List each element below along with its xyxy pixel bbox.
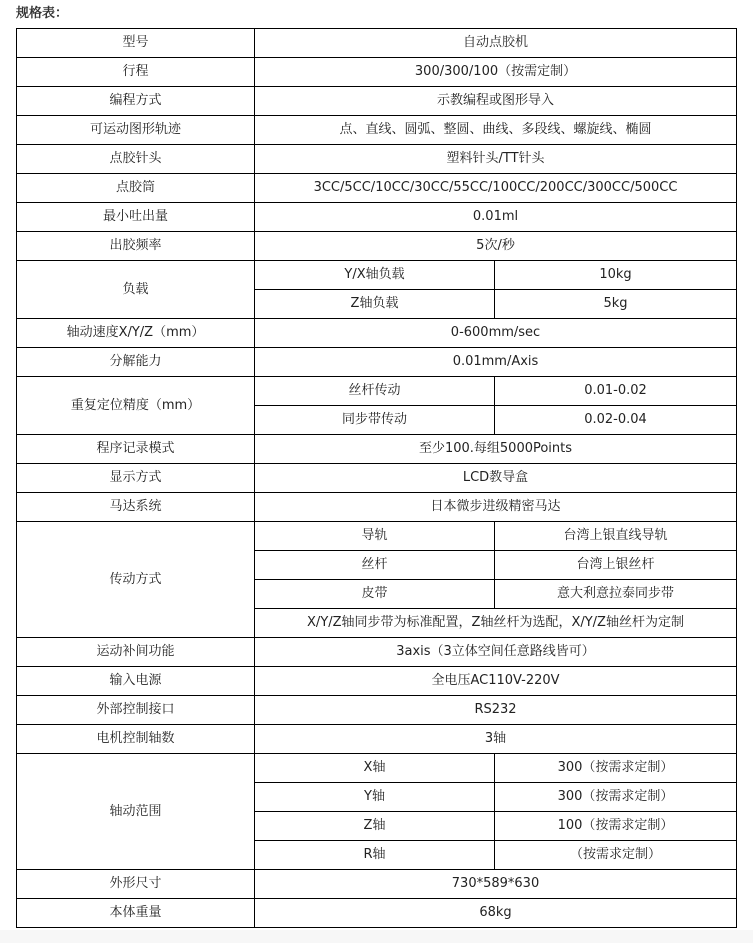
row-value: 5次/秒 <box>255 232 737 261</box>
sub-item-name: R轴 <box>255 841 495 870</box>
row-label: 外部控制接口 <box>17 696 255 725</box>
table-row <box>17 696 737 725</box>
row-label: 输入电源 <box>17 667 255 696</box>
table-row <box>17 58 737 87</box>
row-value: 点、直线、圆弧、整圆、曲线、多段线、螺旋线、椭圆 <box>255 116 737 145</box>
spec-table <box>16 28 737 928</box>
row-value: 300/300/100（按需定制） <box>255 58 737 87</box>
row-value: 730*589*630 <box>255 870 737 899</box>
table-row <box>17 377 737 406</box>
sub-item-name: Z轴负载 <box>255 290 495 319</box>
sub-item-name: 同步带传动 <box>255 406 495 435</box>
sub-item-value: 台湾上银丝杆 <box>495 551 737 580</box>
row-label: 重复定位精度（mm） <box>17 377 255 435</box>
row-label: 点胶筒 <box>17 174 255 203</box>
table-row <box>17 870 737 899</box>
row-value: 0.01mm/Axis <box>255 348 737 377</box>
sub-item-name: 丝杆传动 <box>255 377 495 406</box>
row-value: 3轴 <box>255 725 737 754</box>
row-label: 本体重量 <box>17 899 255 928</box>
row-label: 型号 <box>17 29 255 58</box>
row-label: 行程 <box>17 58 255 87</box>
row-value: 全电压AC110V-220V <box>255 667 737 696</box>
sub-item-value: 0.01-0.02 <box>495 377 737 406</box>
table-row <box>17 754 737 783</box>
row-label: 出胶频率 <box>17 232 255 261</box>
row-label: 马达系统 <box>17 493 255 522</box>
table-row <box>17 464 737 493</box>
sub-item-value: 300（按需求定制） <box>495 783 737 812</box>
table-row <box>17 116 737 145</box>
table-row <box>17 174 737 203</box>
table-row <box>17 348 737 377</box>
table-row <box>17 232 737 261</box>
row-value: 至少100.每组5000Points <box>255 435 737 464</box>
row-label: 轴动速度X/Y/Z（mm） <box>17 319 255 348</box>
sub-item-value: 0.02-0.04 <box>495 406 737 435</box>
sub-item-value: 10kg <box>495 261 737 290</box>
table-row <box>17 493 737 522</box>
sub-item-name: Y轴 <box>255 783 495 812</box>
row-label: 显示方式 <box>17 464 255 493</box>
row-label: 运动补间功能 <box>17 638 255 667</box>
table-row <box>17 261 737 290</box>
row-label: 程序记录模式 <box>17 435 255 464</box>
transmission-note: X/Y/Z轴同步带为标准配置，Z轴丝杆为选配，X/Y/Z轴丝杆为定制 <box>255 609 737 638</box>
row-value: 自动点胶机 <box>255 29 737 58</box>
row-value: 示教编程或图形导入 <box>255 87 737 116</box>
sub-item-name: Y/X轴负载 <box>255 261 495 290</box>
table-row <box>17 87 737 116</box>
table-row <box>17 899 737 928</box>
row-label: 负载 <box>17 261 255 319</box>
sub-item-value: 台湾上银直线导轨 <box>495 522 737 551</box>
table-row <box>17 29 737 58</box>
row-label: 编程方式 <box>17 87 255 116</box>
row-label: 点胶针头 <box>17 145 255 174</box>
sub-item-name: Z轴 <box>255 812 495 841</box>
table-row <box>17 145 737 174</box>
row-label: 轴动范围 <box>17 754 255 870</box>
sub-item-value: 100（按需求定制） <box>495 812 737 841</box>
sub-item-value: 300（按需求定制） <box>495 754 737 783</box>
row-label: 分解能力 <box>17 348 255 377</box>
row-value: 0.01ml <box>255 203 737 232</box>
table-row <box>17 725 737 754</box>
table-row <box>17 638 737 667</box>
row-value: 3CC/5CC/10CC/30CC/55CC/100CC/200CC/300CC/500CC <box>255 174 737 203</box>
sub-item-name: 皮带 <box>255 580 495 609</box>
row-label: 外形尺寸 <box>17 870 255 899</box>
row-label: 传动方式 <box>17 522 255 638</box>
sub-item-name: 导轨 <box>255 522 495 551</box>
row-value: RS232 <box>255 696 737 725</box>
row-value: 日本微步进级精密马达 <box>255 493 737 522</box>
table-row <box>17 522 737 551</box>
table-row <box>17 203 737 232</box>
table-row <box>17 319 737 348</box>
sub-item-value: （按需求定制） <box>495 841 737 870</box>
table-row <box>17 667 737 696</box>
row-value: 68kg <box>255 899 737 928</box>
table-row <box>17 435 737 464</box>
sub-item-name: X轴 <box>255 754 495 783</box>
row-label: 可运动图形轨迹 <box>17 116 255 145</box>
row-label: 最小吐出量 <box>17 203 255 232</box>
row-value: 3axis（3立体空间任意路线皆可） <box>255 638 737 667</box>
sub-item-value: 意大利意拉泰同步带 <box>495 580 737 609</box>
page-footer-strip <box>0 930 753 943</box>
sub-item-name: 丝杆 <box>255 551 495 580</box>
row-label: 电机控制轴数 <box>17 725 255 754</box>
row-value: 0-600mm/sec <box>255 319 737 348</box>
row-value: LCD教导盒 <box>255 464 737 493</box>
spec-heading: 规格表： <box>16 6 69 21</box>
sub-item-value: 5kg <box>495 290 737 319</box>
row-value: 塑料针头/TT针头 <box>255 145 737 174</box>
